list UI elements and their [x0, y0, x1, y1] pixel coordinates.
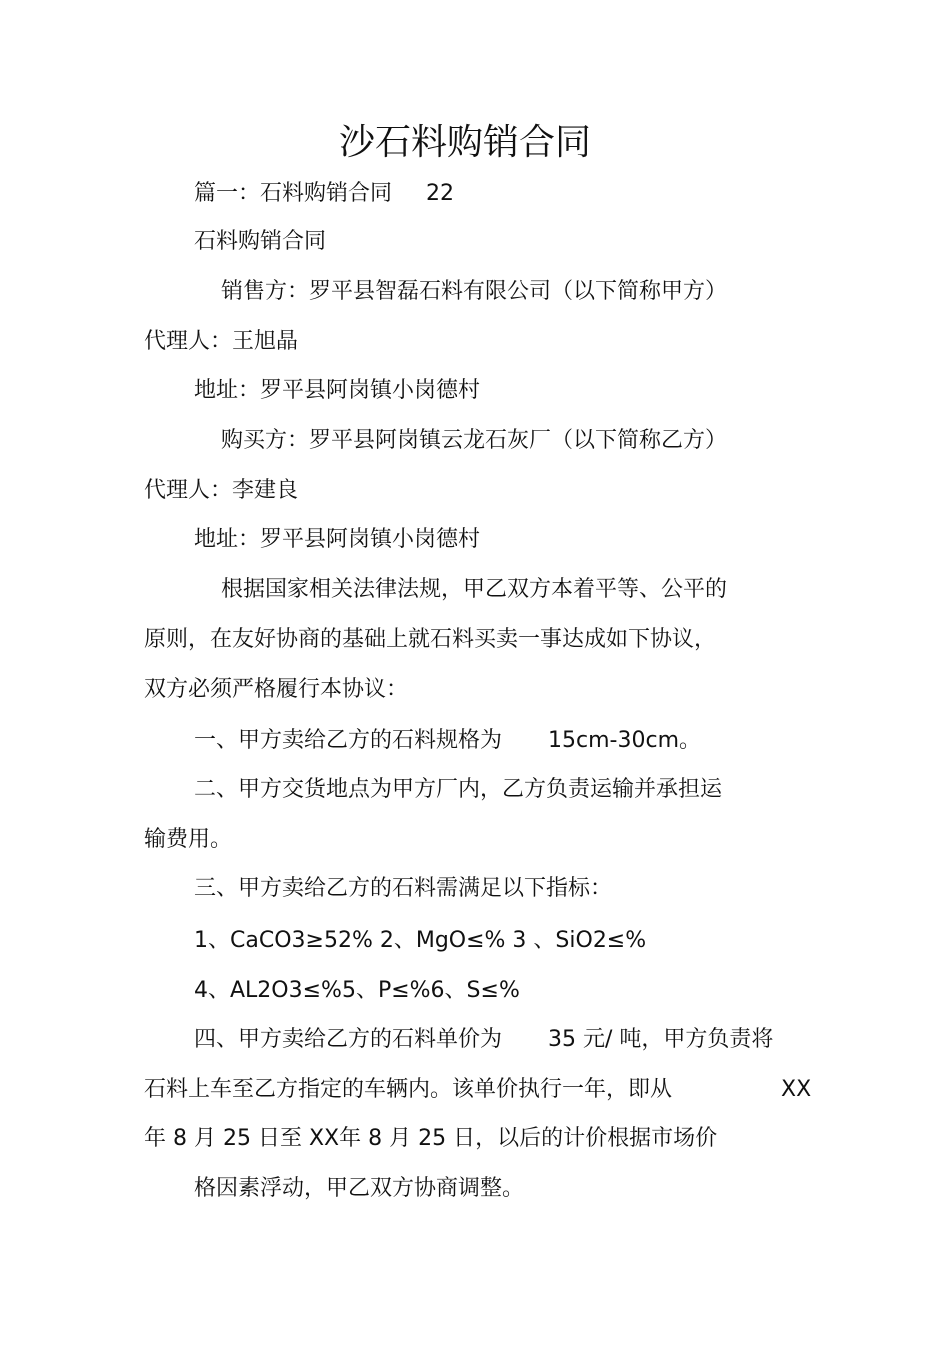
clause-3-line: 三、甲方卖给乙方的石料需满足以下指标： — [194, 876, 613, 901]
clause-2-line-1: 二、甲方交货地点为甲方厂内，乙方负责运输并承担运 — [194, 777, 723, 802]
clause-2-line-2: 输费用。 — [144, 827, 233, 852]
indicators-line-1: 1、CaCO3≥52% 2、MgO≤% 3 、SiO2≤% — [194, 928, 647, 953]
subtitle-number: 22 — [426, 181, 455, 206]
clause-4-line-3: 年 8 月 25 日至 XX年 8 月 25 日，以后的计价根据市场价 — [144, 1126, 718, 1151]
document-title: 沙石料购销合同 — [338, 122, 591, 163]
clause-4-line-2-year: XX — [781, 1077, 812, 1102]
clause-4-line-4: 格因素浮动，甲乙双方协商调整。 — [194, 1176, 525, 1201]
subtitle-line — [194, 178, 454, 210]
clause-1-line — [194, 725, 701, 757]
indicators-line-2: 4、AL2O3≤%5、P≤%6、S≤% — [194, 978, 520, 1003]
clause-4-text: 四、甲方卖给乙方的石料单价为 — [194, 1027, 503, 1052]
contract-heading: 石料购销合同 — [194, 229, 327, 254]
seller-agent-line: 代理人：王旭晶 — [144, 329, 299, 354]
seller-address-line: 地址：罗平县阿岗镇小岗德村 — [194, 378, 481, 403]
subtitle-prefix: 篇一：石料购销合同 — [194, 181, 393, 206]
buyer-address-line: 地址：罗平县阿岗镇小岗德村 — [194, 527, 481, 552]
buyer-agent-line: 代理人：李建良 — [144, 478, 299, 503]
buyer-line: 购买方：罗平县阿岗镇云龙石灰厂（以下简称乙方） — [221, 428, 728, 453]
intro-paragraph-line-2: 原则，在友好协商的基础上就石料买卖一事达成如下协议， — [144, 627, 717, 652]
intro-paragraph-line-3: 双方必须严格履行本协议： — [144, 677, 409, 702]
clause-4-price: 35 元/ 吨，甲方负责将 — [548, 1027, 774, 1052]
clause-1-text: 一、甲方卖给乙方的石料规格为 — [194, 728, 503, 753]
clause-4-line-1 — [194, 1024, 773, 1056]
seller-line: 销售方：罗平县智磊石料有限公司（以下简称甲方） — [221, 279, 728, 304]
clause-1-spec: 15cm-30cm。 — [548, 728, 701, 753]
intro-paragraph-line-1: 根据国家相关法律法规，甲乙双方本着平等、公平的 — [221, 577, 728, 602]
clause-4-line-2: 石料上车至乙方指定的车辆内。该单价执行一年，即从 — [144, 1077, 673, 1102]
